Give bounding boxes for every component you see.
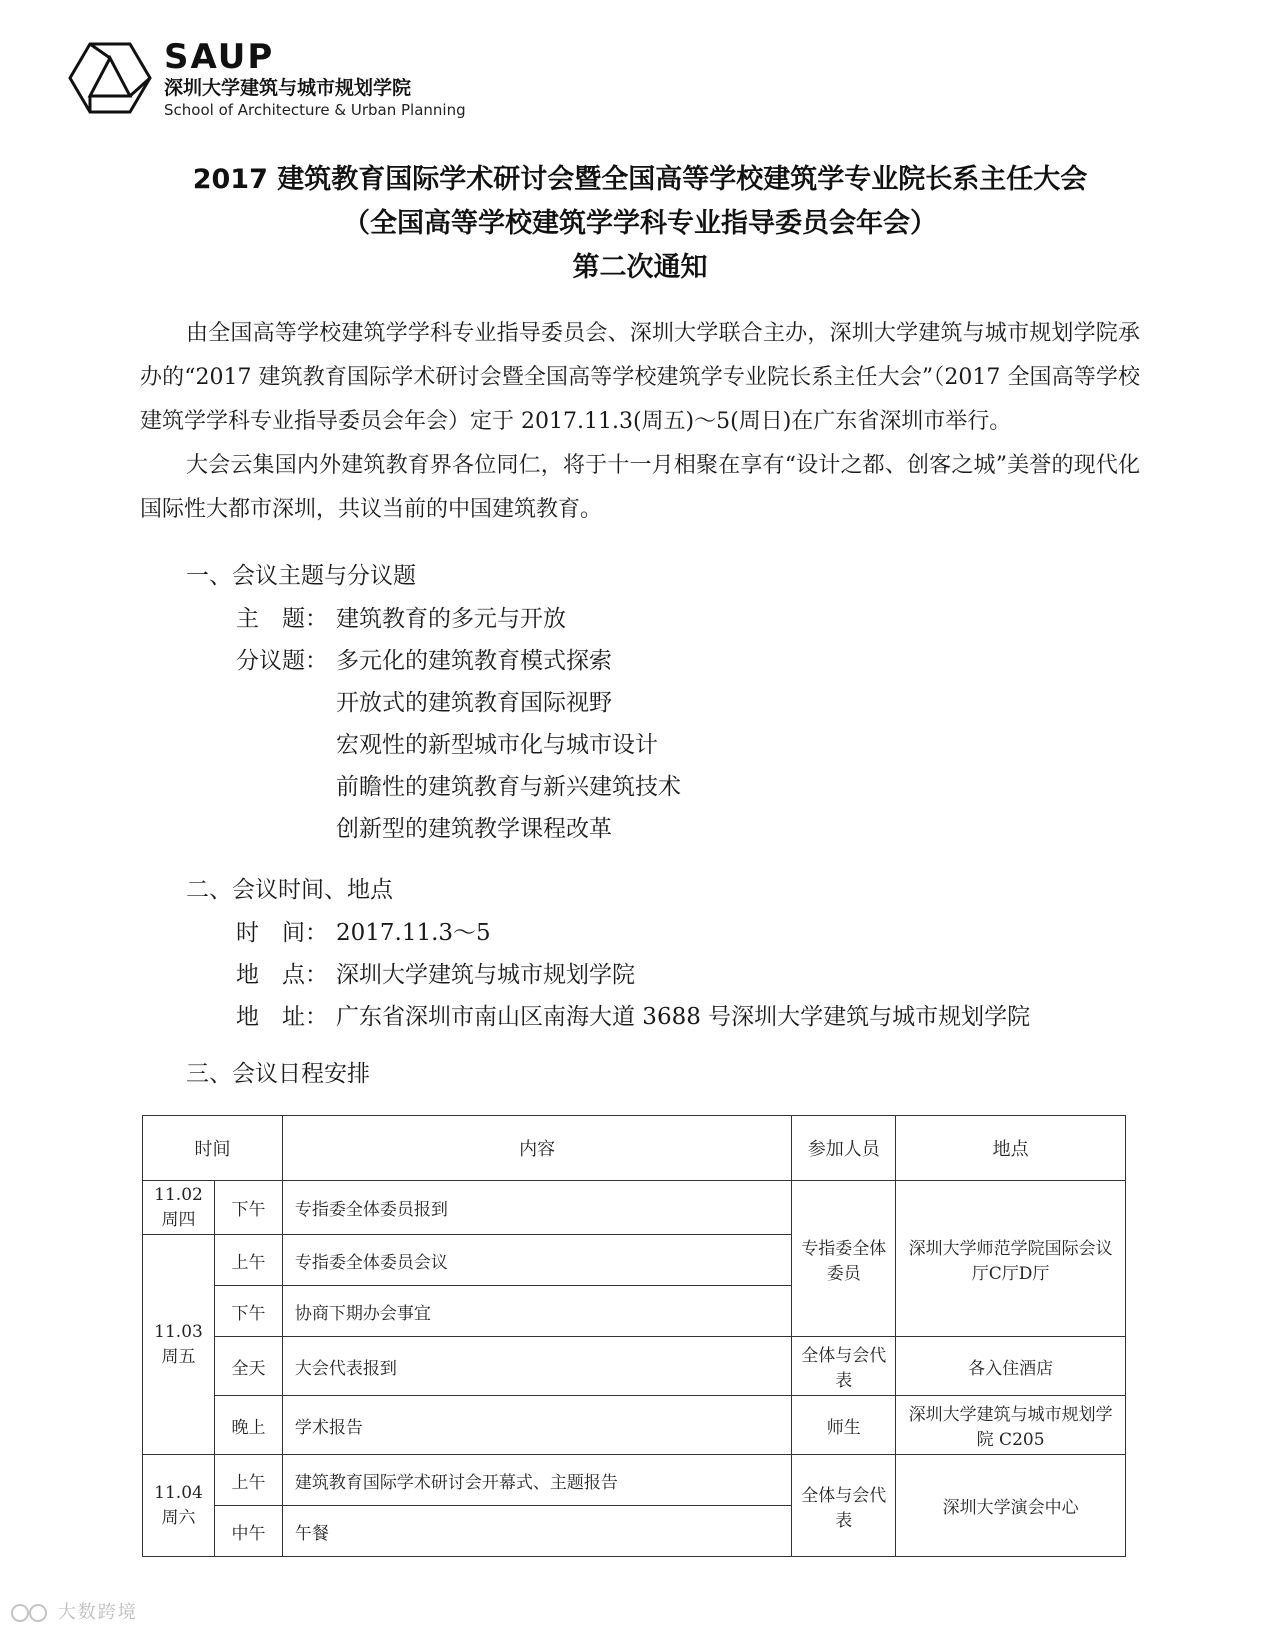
place-cell: 深圳大学建筑与城市规划学院 C205	[896, 1396, 1126, 1455]
people-cell: 全体与会代表	[792, 1337, 896, 1396]
section-heading-topics: 一、会议主题与分议题	[186, 563, 416, 589]
table-row	[143, 1396, 1126, 1455]
date-cell: 11.04 周六	[143, 1455, 215, 1557]
period-cell: 下午	[214, 1181, 282, 1235]
content-cell: 协商下期办会事宜	[282, 1286, 791, 1337]
time-value: 2017.11.3～5	[336, 920, 491, 946]
subtopic-item: 创新型的建筑教学课程改革	[336, 816, 612, 842]
people-cell: 师生	[792, 1396, 896, 1455]
date-cell: 11.03 周五	[143, 1235, 215, 1455]
logo-abbr: SAUP	[164, 37, 275, 77]
title-line-2: （全国高等学校建筑学学科专业指导委员会年会）	[343, 208, 937, 239]
place-cell: 深圳大学演会中心	[896, 1455, 1126, 1557]
venue-label: 地 点：	[236, 962, 328, 988]
subtopic-label: 分议题：	[236, 648, 328, 674]
venue-row	[140, 954, 1140, 996]
saup-logo-icon	[68, 40, 152, 116]
header-people: 参加人员	[792, 1116, 896, 1181]
section-heading-time-venue: 二、会议时间、地点	[186, 877, 393, 903]
section-heading-schedule: 三、会议日程安排	[186, 1061, 370, 1087]
letterhead	[68, 38, 668, 118]
school-name-cn: 深圳大学建筑与城市规划学院	[164, 77, 412, 99]
document-title	[0, 158, 1280, 290]
intro-paragraph-1: 由全国高等学校建筑学学科专业指导委员会、深圳大学联合主办，深圳大学建筑与城市规划学院承办的“2017 建筑教育国际学术研讨会暨全国高等学校建筑学专业院长系主任大会”（2017 全国高等学校建筑学学科专业指导委员会年会）定于 2017.11.3(周五)～5(周日)在广东省深圳市举行。	[140, 321, 1140, 434]
watermark-logo-icon	[10, 1602, 50, 1624]
header-content: 内容	[282, 1116, 791, 1181]
time-row	[140, 912, 1140, 954]
subtopic-item: 多元化的建筑教育模式探索	[336, 648, 612, 674]
theme-row	[140, 598, 1140, 640]
intro-paragraph-2: 大会云集国内外建筑教育界各位同仁，将于十一月相聚在享有“设计之都、创客之城”美誉的现代化国际性大都市深圳，共议当前的中国建筑教育。	[140, 453, 1140, 522]
content-cell: 学术报告	[282, 1396, 791, 1455]
address-value: 广东省深圳市南山区南海大道 3688 号深圳大学建筑与城市规划学院	[336, 1004, 1031, 1030]
period-cell: 全天	[214, 1337, 282, 1396]
period-cell: 晚上	[214, 1396, 282, 1455]
watermark	[10, 1598, 138, 1624]
period-cell: 下午	[214, 1286, 282, 1337]
table-row	[143, 1181, 1126, 1235]
watermark-text: 大数跨境	[57, 1602, 138, 1623]
period-cell: 上午	[214, 1455, 282, 1506]
table-header-row	[143, 1116, 1126, 1181]
theme-label: 主 题：	[236, 606, 328, 632]
venue-value: 深圳大学建筑与城市规划学院	[336, 962, 635, 988]
address-label: 地 址：	[236, 1004, 328, 1030]
subtopic-item: 宏观性的新型城市化与城市设计	[336, 732, 658, 758]
header-time: 时间	[143, 1116, 283, 1181]
table-row	[143, 1455, 1126, 1506]
period-cell: 上午	[214, 1235, 282, 1286]
header-place: 地点	[896, 1116, 1126, 1181]
content-cell: 建筑教育国际学术研讨会开幕式、主题报告	[282, 1455, 791, 1506]
content-cell: 午餐	[282, 1506, 791, 1557]
content-cell: 大会代表报到	[282, 1337, 791, 1396]
place-cell: 深圳大学师范学院国际会议厅C厅D厅	[896, 1181, 1126, 1337]
title-line-1: 2017 建筑教育国际学术研讨会暨全国高等学校建筑学专业院长系主任大会	[192, 164, 1088, 195]
notice-body	[140, 312, 1140, 1096]
logo-text	[164, 38, 466, 120]
subtopic-item: 前瞻性的建筑教育与新兴建筑技术	[336, 774, 681, 800]
address-row	[140, 996, 1140, 1038]
people-cell: 全体与会代表	[792, 1455, 896, 1557]
theme-value: 建筑教育的多元与开放	[336, 606, 566, 632]
content-cell: 专指委全体委员会议	[282, 1235, 791, 1286]
time-label: 时 间：	[236, 920, 328, 946]
table-row	[143, 1337, 1126, 1396]
title-line-3: 第二次通知	[572, 252, 708, 283]
schedule-table	[142, 1115, 1126, 1557]
date-cell: 11.02 周四	[143, 1181, 215, 1235]
people-cell: 专指委全体委员	[792, 1181, 896, 1337]
place-cell: 各入住酒店	[896, 1337, 1126, 1396]
school-name-en: School of Architecture & Urban Planning	[164, 101, 466, 119]
subtopic-row	[140, 640, 1140, 682]
subtopic-item: 开放式的建筑教育国际视野	[336, 690, 612, 716]
period-cell: 中午	[214, 1506, 282, 1557]
content-cell: 专指委全体委员报到	[282, 1181, 791, 1235]
